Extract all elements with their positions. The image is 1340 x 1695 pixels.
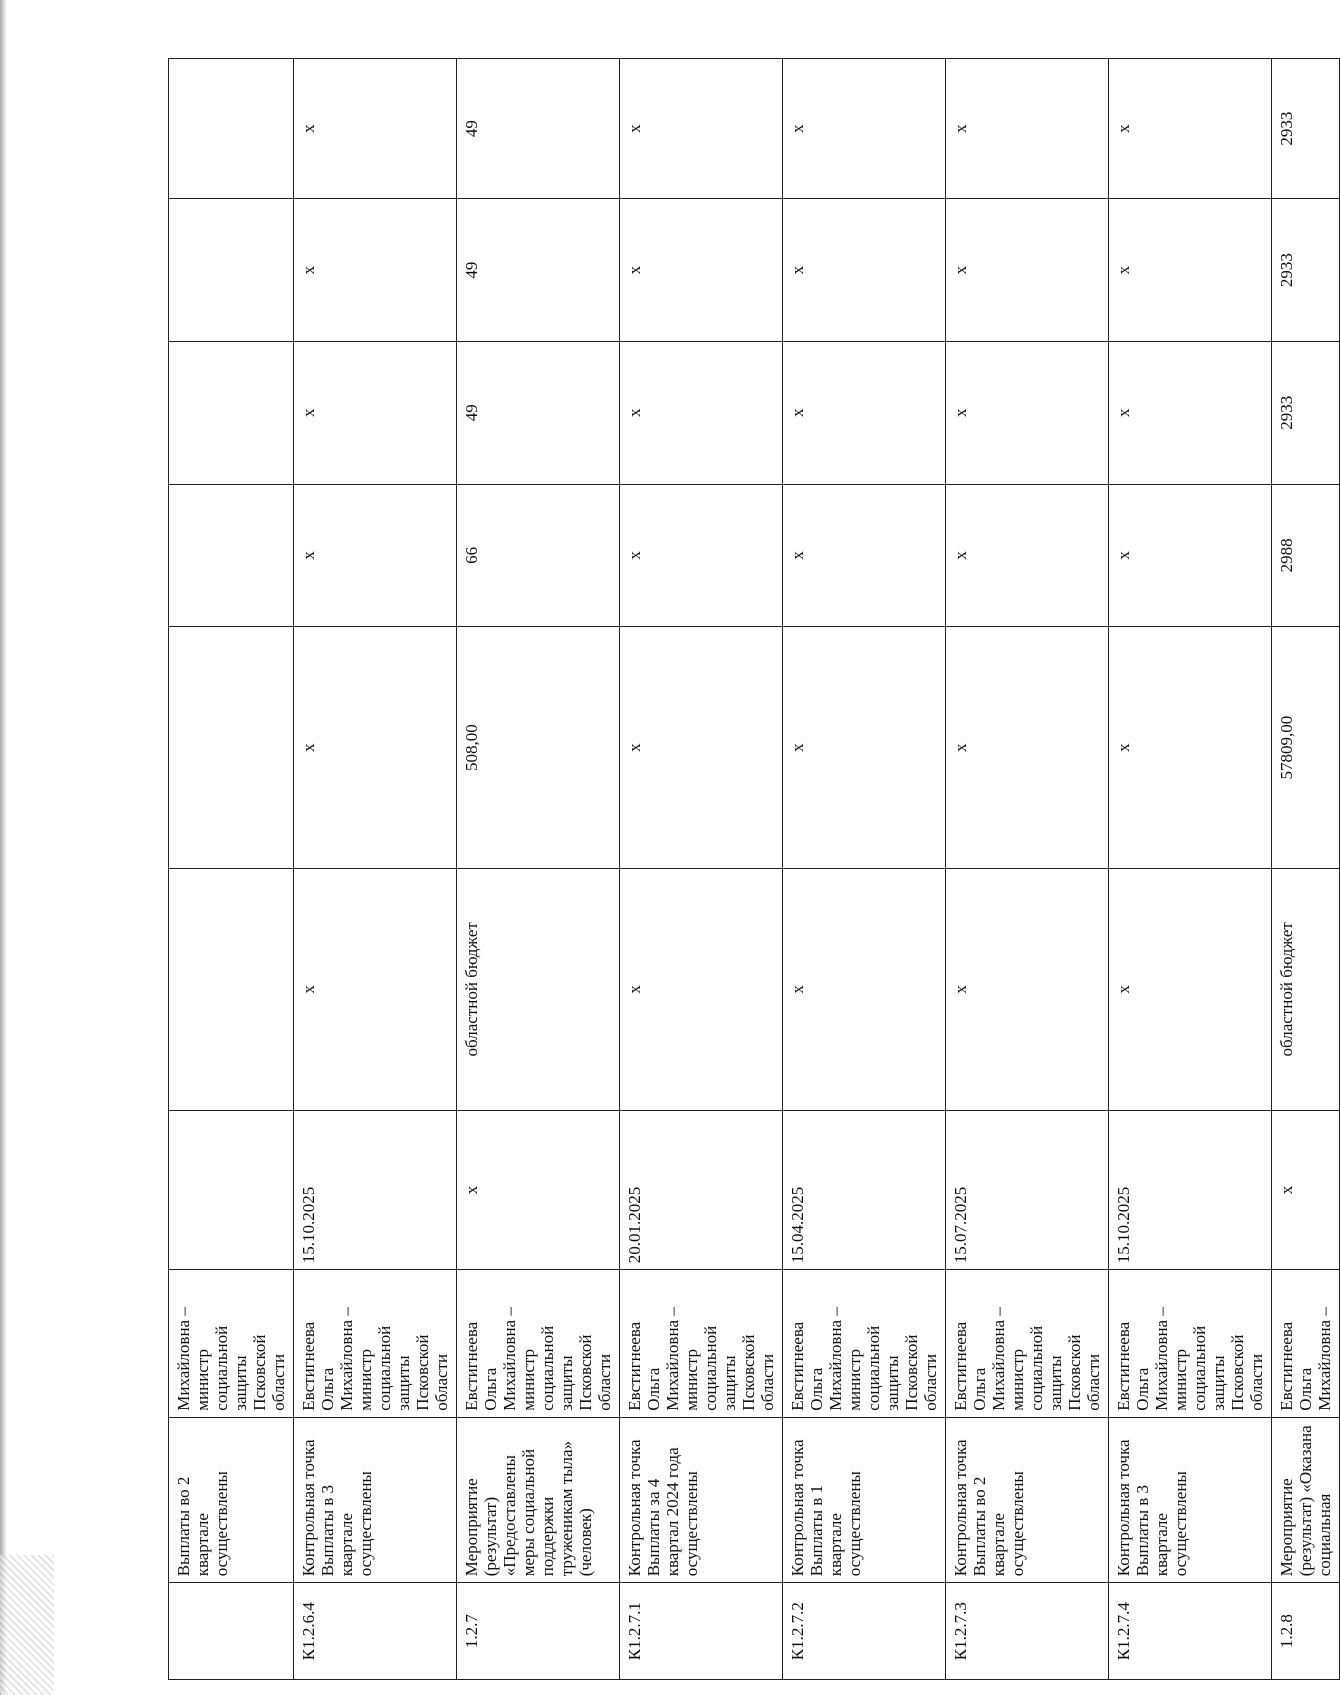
table-row [294,59,457,1680]
row-code: 1.2.7 [457,1583,620,1680]
row-source: х [1109,868,1272,1110]
row-value-2 [169,341,294,484]
row-value-1: х [783,484,946,627]
row-value-2: х [294,341,457,484]
row-value-4: 2933 [1272,59,1340,199]
table-body [169,59,1340,1680]
row-date: х [1272,1110,1340,1270]
rotated-page [168,58,1334,1680]
row-value-4: х [294,59,457,199]
row-source: х [294,868,457,1110]
row-source: областной бюджет [457,868,620,1110]
plan-table [168,58,1340,1680]
row-responsible: Евстигнеева Ольга Михайловна – министр социальной защиты Псковской области [457,1270,620,1417]
row-code: К1.2.7.1 [620,1583,783,1680]
row-amount: 508,00 [457,627,620,869]
row-value-4: 49 [457,59,620,199]
table-row [1272,59,1340,1680]
row-responsible: Михайловна – министр социальной защиты Псковской области [169,1270,294,1417]
row-value-4 [169,59,294,199]
row-name: Выплаты во 2 квартале осуществлены [169,1417,294,1583]
row-name: Контрольная точка Выплаты в 3 квартале осуществлены [294,1417,457,1583]
row-value-4: х [1109,59,1272,199]
row-value-1 [169,484,294,627]
row-value-3: х [620,199,783,342]
row-code: К1.2.7.3 [946,1583,1109,1680]
row-date: 15.10.2025 [294,1110,457,1270]
row-responsible: Евстигнеева Ольга Михайловна – министр социальной защиты Псковской области [783,1270,946,1417]
row-value-3: х [294,199,457,342]
row-code [169,1583,294,1680]
row-value-4: х [946,59,1109,199]
table-row [946,59,1109,1680]
row-value-1: х [946,484,1109,627]
row-name: Контрольная точка Выплаты в 1 квартале осуществлены [783,1417,946,1583]
row-value-1: 66 [457,484,620,627]
row-value-3: х [783,199,946,342]
row-code: К1.2.7.4 [1109,1583,1272,1680]
row-responsible: Евстигнеева Ольга Михайловна – министр социальной защиты Псковской области [294,1270,457,1417]
row-value-4: х [620,59,783,199]
row-value-1: х [1109,484,1272,627]
table-row [169,59,294,1680]
row-amount: х [294,627,457,869]
row-value-2: х [783,341,946,484]
row-date: х [457,1110,620,1270]
table-row [783,59,946,1680]
row-amount [169,627,294,869]
row-value-2: х [1109,341,1272,484]
row-source: х [783,868,946,1110]
row-value-3: х [946,199,1109,342]
row-value-2: х [620,341,783,484]
row-amount: х [946,627,1109,869]
row-date: 15.04.2025 [783,1110,946,1270]
row-name: Контрольная точка Выплаты в 3 квартале осуществлены [1109,1417,1272,1583]
row-date [169,1110,294,1270]
row-amount: х [1109,627,1272,869]
row-responsible: Евстигнеева Ольга Михайловна – [1272,1270,1340,1417]
row-value-4: х [783,59,946,199]
row-value-2: х [946,341,1109,484]
row-value-3: х [1109,199,1272,342]
row-value-2: 2933 [1272,341,1340,484]
row-name: Контрольная точка Выплаты во 2 квартале осуществлены [946,1417,1109,1583]
row-responsible: Евстигнеева Ольга Михайловна – министр социальной защиты Псковской области [1109,1270,1272,1417]
row-name: Мероприятие (результат) «Предоставлены меры социальной поддержки труженикам тыла» (человек) [457,1417,620,1583]
row-value-1: х [294,484,457,627]
table-row [620,59,783,1680]
scan-smudge [0,1555,54,1695]
row-source: х [620,868,783,1110]
row-date: 20.01.2025 [620,1110,783,1270]
row-amount: х [783,627,946,869]
row-source: х [946,868,1109,1110]
row-name: Мероприятие (результат) «Оказана социальная [1272,1417,1340,1583]
table-row [457,59,620,1680]
row-date: 15.07.2025 [946,1110,1109,1270]
row-value-3 [169,199,294,342]
row-value-3: 49 [457,199,620,342]
row-amount: 57809,00 [1272,627,1340,869]
row-code: К1.2.6.4 [294,1583,457,1680]
row-code: 1.2.8 [1272,1583,1340,1680]
row-amount: х [620,627,783,869]
row-date: 15.10.2025 [1109,1110,1272,1270]
row-source [169,868,294,1110]
row-responsible: Евстигнеева Ольга Михайловна – министр социальной защиты Псковской области [620,1270,783,1417]
row-responsible: Евстигнеева Ольга Михайловна – министр социальной защиты Псковской области [946,1270,1109,1417]
row-name: Контрольная точка Выплаты за 4 квартал 2024 года осуществлены [620,1417,783,1583]
row-source: областной бюджет [1272,868,1340,1110]
row-value-1: 2988 [1272,484,1340,627]
scan-edge-shadow [0,0,7,1695]
row-value-1: х [620,484,783,627]
row-code: К1.2.7.2 [783,1583,946,1680]
row-value-2: 49 [457,341,620,484]
row-value-3: 2933 [1272,199,1340,342]
table-row [1109,59,1272,1680]
